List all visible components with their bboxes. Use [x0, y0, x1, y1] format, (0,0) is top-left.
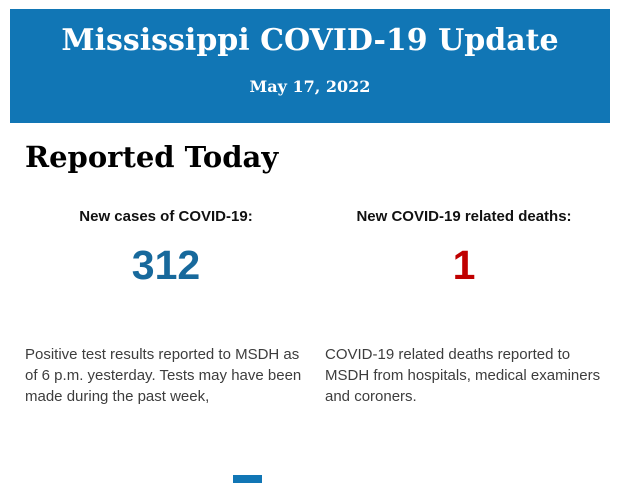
- header-banner: [10, 9, 610, 123]
- stats-grid: [25, 208, 603, 407]
- page-title: Mississippi COVID-19 Update: [61, 23, 559, 58]
- new-cases-label: New cases of COVID-19:: [79, 208, 253, 225]
- new-deaths-value: 1: [452, 242, 476, 288]
- footer-logo-partial: [233, 475, 262, 483]
- section-heading: Reported Today: [25, 140, 279, 174]
- report-date: May 17, 2022: [249, 77, 371, 96]
- stat-new-deaths: [325, 208, 603, 407]
- stat-new-cases: [25, 208, 307, 407]
- new-cases-description: Positive test results reported to MSDH as of 6 p.m. yesterday. Tests may have been made during the past week,: [25, 346, 302, 405]
- new-deaths-label: New COVID-19 related deaths:: [356, 208, 572, 225]
- new-cases-value: 312: [131, 242, 201, 288]
- new-deaths-description: COVID-19 related deaths reported to MSDH from hospitals, medical examiners and coroners.: [325, 346, 601, 405]
